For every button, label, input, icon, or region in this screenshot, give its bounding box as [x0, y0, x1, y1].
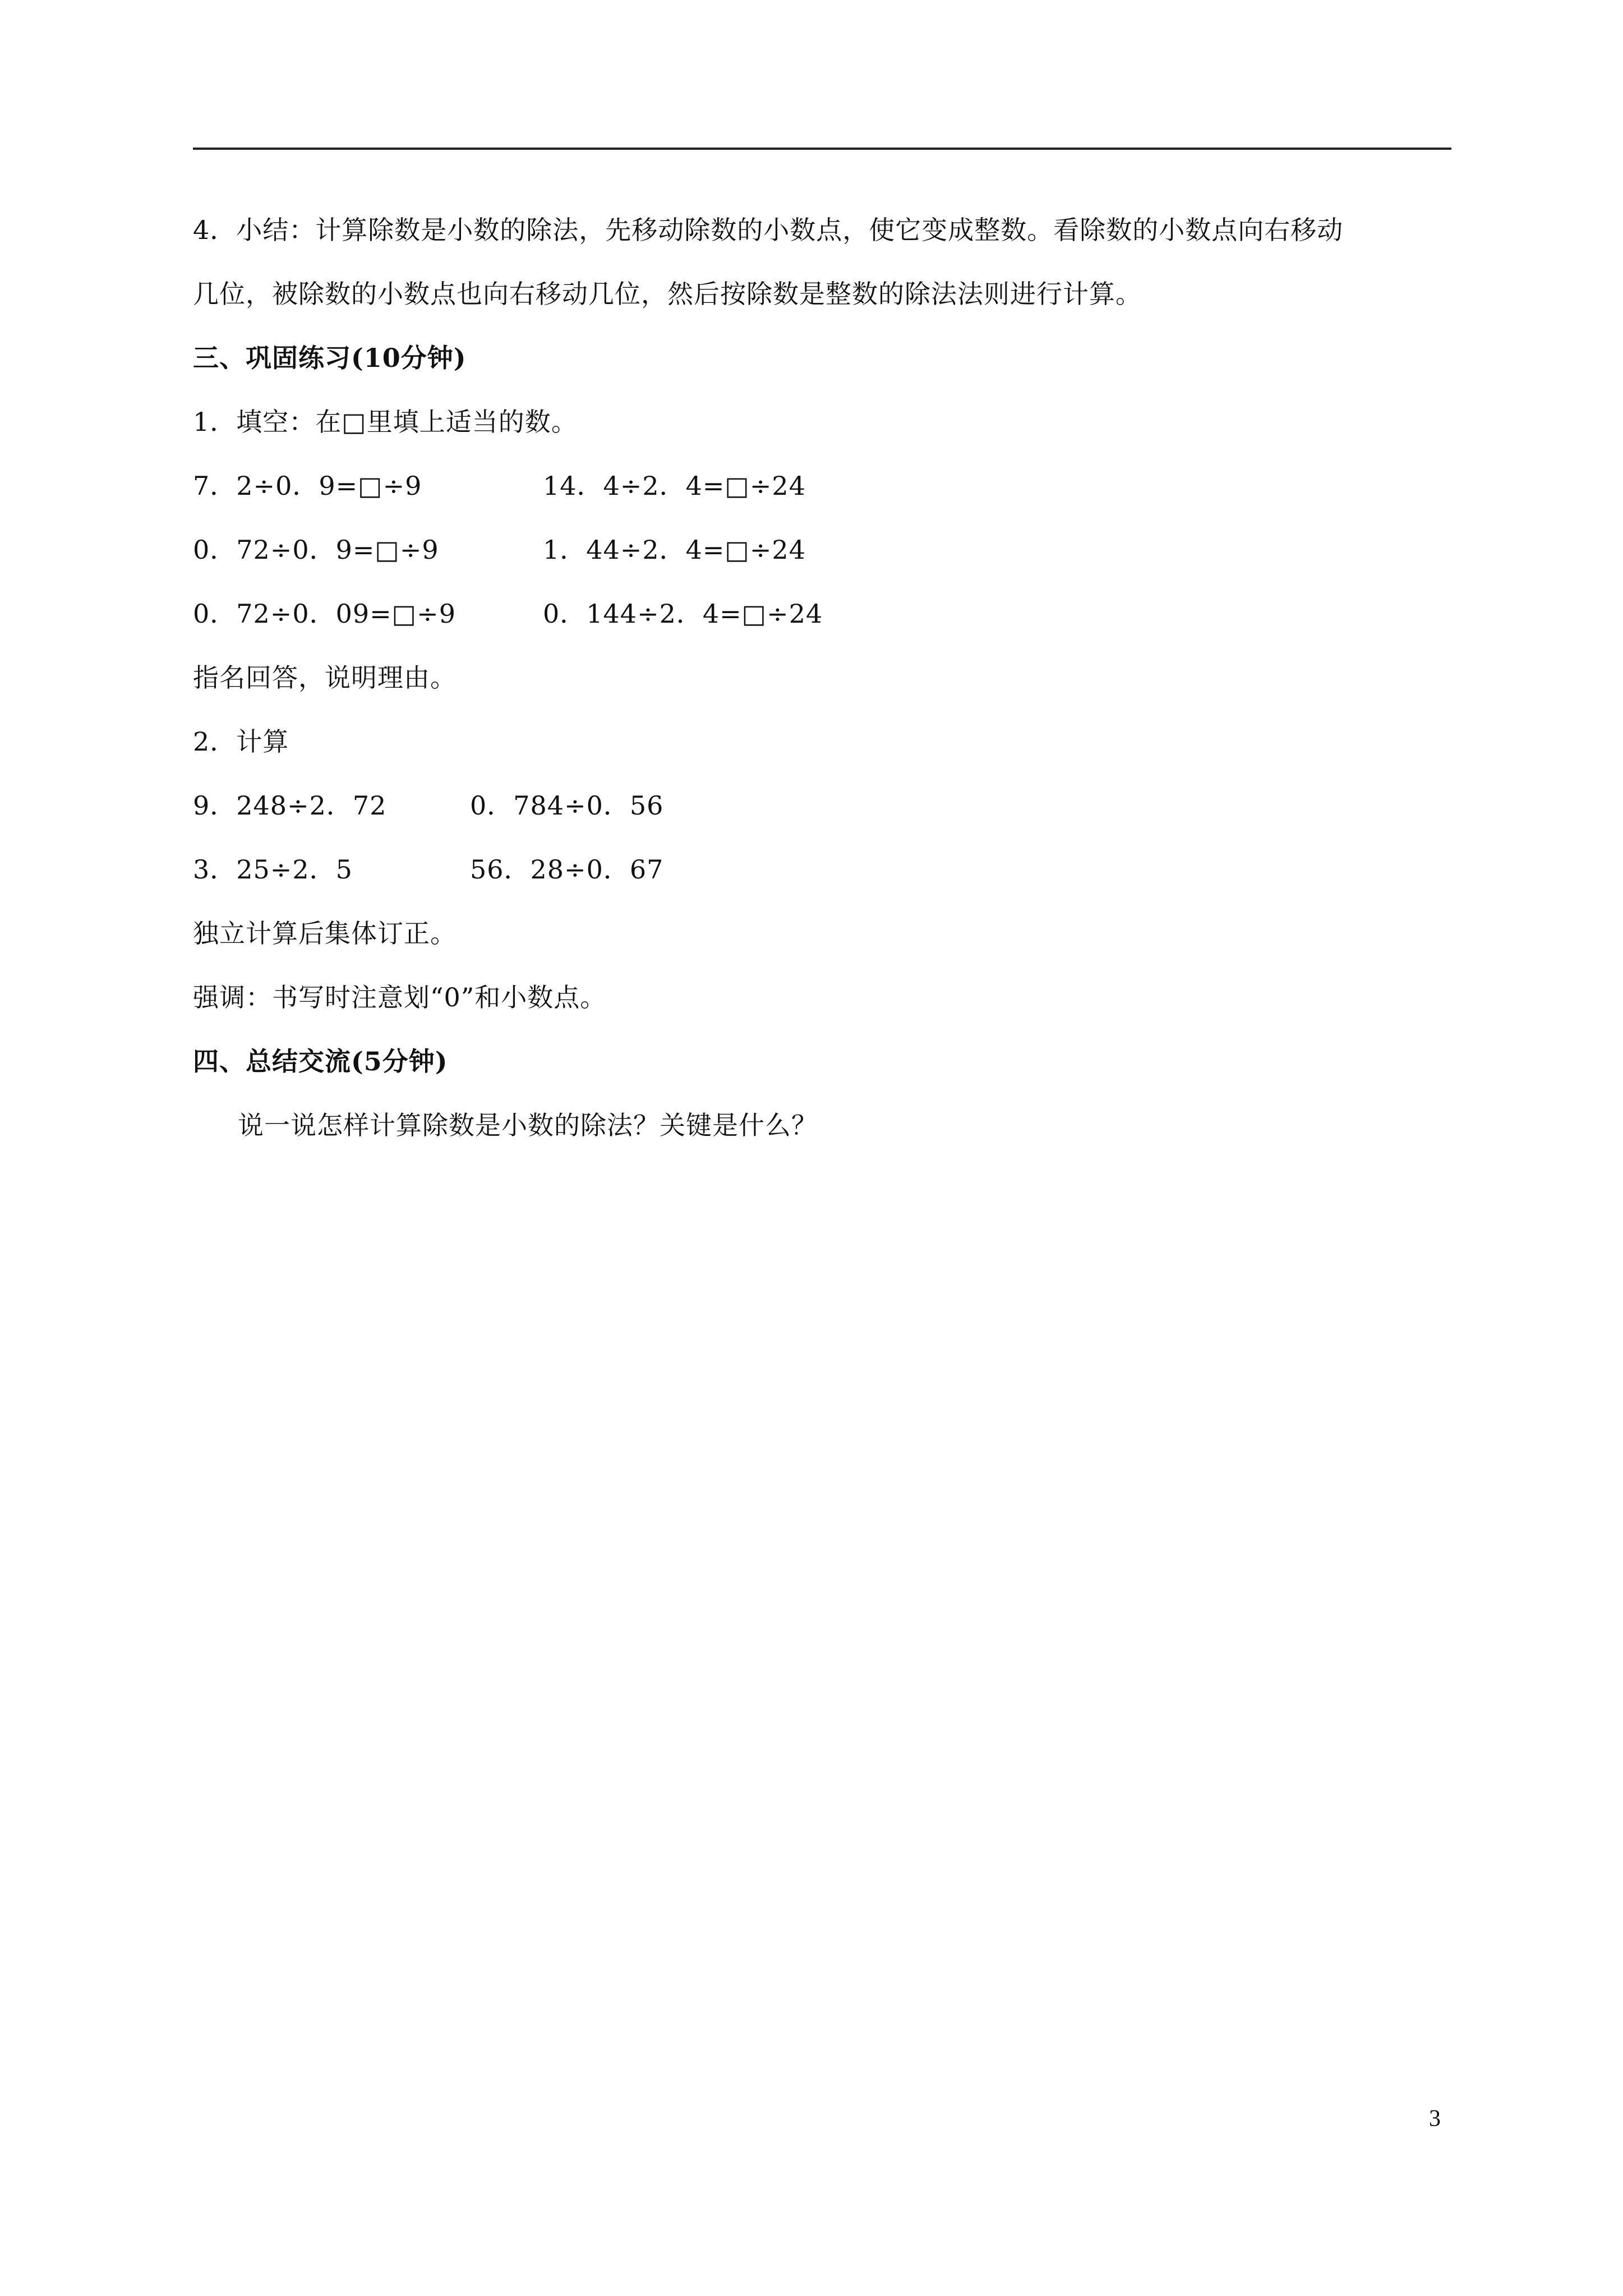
fill-blank-title: 1．填空：在□里填上适当的数。 [193, 407, 578, 437]
section-3-heading: 三、巩固练习(10分钟) [193, 343, 467, 373]
page-number: 3 [1429, 2106, 1441, 2132]
calculate-row-2-right: 56．28÷0．67 [470, 854, 664, 885]
summary-line-1: 4．小结：计算除数是小数的除法，先移动除数的小数点，使它变成整数。看除数的小数点向右移动 [193, 215, 1344, 245]
fill-blank-note: 指名回答，说明理由。 [193, 662, 457, 693]
calculate-note-1: 独立计算后集体订正。 [193, 918, 457, 949]
fill-blank-row-3-right: 0．144÷2．4=□÷24 [543, 599, 823, 629]
section-4-heading: 四、总结交流(5分钟) [193, 1046, 448, 1076]
header-rule [193, 148, 1451, 150]
calculate-row-2-left: 3．25÷2．5 [193, 854, 353, 885]
calculate-note-2: 强调：书写时注意划“0”和小数点。 [193, 982, 607, 1013]
summary-line-2: 几位，被除数的小数点也向右移动几位，然后按除数是整数的除法法则进行计算。 [193, 279, 1142, 309]
summary-question: 说一说怎样计算除数是小数的除法？关键是什么？ [238, 1110, 818, 1140]
fill-blank-row-1-left: 7．2÷0．9=□÷9 [193, 471, 422, 501]
fill-blank-row-2-right: 1．44÷2．4=□÷24 [543, 535, 806, 565]
fill-blank-row-2-left: 0．72÷0．9=□÷9 [193, 535, 439, 565]
fill-blank-row-3-left: 0．72÷0．09=□÷9 [193, 599, 456, 629]
calculate-row-1-right: 0．784÷0．56 [470, 790, 664, 821]
calculate-row-1-left: 9．248÷2．72 [193, 790, 387, 821]
fill-blank-row-1-right: 14．4÷2．4=□÷24 [543, 471, 806, 501]
calculate-title: 2．计算 [193, 726, 289, 757]
